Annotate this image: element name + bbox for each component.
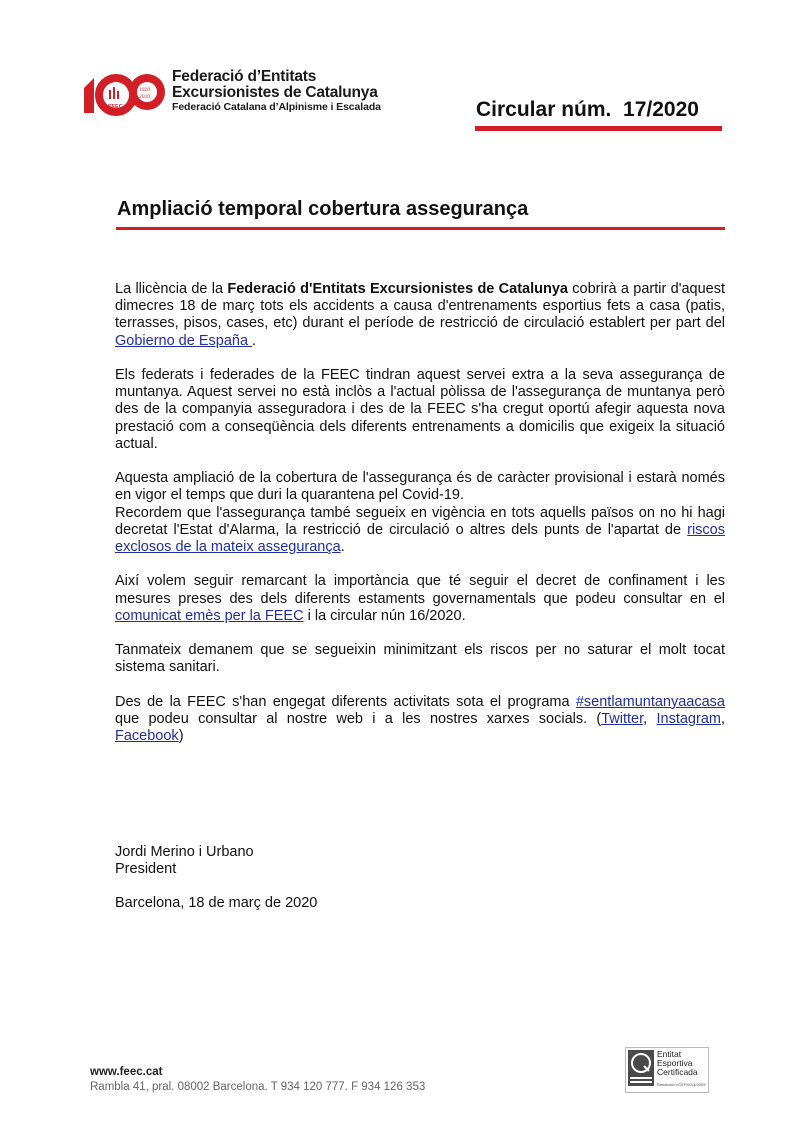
logo-year-top: 1920 <box>139 87 150 93</box>
org-name-line3: Federació Catalana d’Alpinisme i Escalada <box>172 100 381 113</box>
org-name-line2: Excursionistes de Catalunya <box>172 83 378 101</box>
footer-website: www.feec.cat <box>90 1066 163 1078</box>
facebook-link[interactable]: Facebook <box>115 728 179 745</box>
certification-seal-icon <box>628 1050 654 1086</box>
certification-resolution: Resolució VCEP/07/4/2009 <box>657 1082 706 1087</box>
hashtag-link[interactable]: #sentlamuntanyaacasa <box>575 693 725 710</box>
centenary-logo-icon <box>82 66 170 116</box>
signature-block <box>115 844 254 878</box>
signatory-name: Jordi Merino i Urbano <box>115 844 254 860</box>
footer-address: Rambla 41, pral. 08002 Barcelona. T 934 120 777. F 934 126 353 <box>90 1081 426 1093</box>
logo-mark-text: FEEC <box>108 104 123 110</box>
paragraph-3: Aquesta ampliació de la cobertura de l'assegurança és de caràcter provisional i estarà només en vigor el temps que duri la quarantena pel Covid-19. <box>115 470 725 504</box>
twitter-link[interactable]: Twitter <box>601 711 644 727</box>
certification-text: Entitat Esportiva Certificada <box>657 1049 698 1078</box>
footer <box>90 1065 425 1095</box>
org-name-line1: Federació d’Entitats <box>172 68 317 85</box>
place-date: Barcelona, 18 de març de 2020 <box>115 895 318 911</box>
signatory-role: President <box>115 861 177 878</box>
logo-year-bottom: 2020 <box>139 94 150 100</box>
paragraph-4: Recordem que l'assegurança també segueix en vigència en tots aquells països on no hi hagi decretat l'Estat d'Alarma, la restricció de circulació o altres dels punts de l'apartat de riscos exclosos de la mateix assegurança. <box>115 504 725 556</box>
instagram-link[interactable]: Instagram <box>656 711 721 727</box>
riscos-exclosos-link[interactable]: riscos exclosos de la mateix assegurança <box>115 521 725 556</box>
paragraph-1: La llicència de la Federació d'Entitats Excursionistes de Catalunya cobrirà a partir d'aquest dimecres 18 de març tots els accidents a causa d'entrenaments esportius fets a casa (patis, terrasses, pisos, cases, etc) durant el període de restricció de circulació establert per part del Gobierno de España . <box>115 281 725 349</box>
circular-number: Circular núm. 17/2020 <box>476 98 699 121</box>
title-rule <box>116 227 725 230</box>
document-title: Ampliació temporal cobertura assegurança <box>117 198 529 220</box>
document-body <box>115 281 725 763</box>
organization-name <box>172 69 381 112</box>
comunicat-link[interactable]: comunicat emès per la FEEC <box>115 607 304 624</box>
feec-logo <box>82 66 382 116</box>
circular-rule <box>475 126 722 131</box>
paragraph-6: Tanmateix demanem que se segueixin minimitzant els riscos per no saturar el molt tocat sistema sanitari. <box>115 642 725 676</box>
paragraph-5: Així volem seguir remarcant la importància que té seguir el decret de confinament i les mesures preses des dels diferents estaments governamentals que podeu consultar en el comunicat emès per la FEEC i la circular nún 16/2020. <box>115 573 725 624</box>
paragraph-2: Els federats i federades de la FEEC tindran aquest servei extra a la seva assegurança de muntanya. Aquest servei no està inclòs a l'actual pòlissa de l'assegurança de muntanya però des de la companyia asseguradora i des de la FEEC s'ha cregut oportú afegir aquesta nova prestació com a conseqüència dels diferents entrenaments a domicilis que exigeix la situació actual. <box>115 367 725 452</box>
paragraph-7: Des de la FEEC s'han engegat diferents activitats sota el programa #sentlamuntanyaacasa que podeu consultar al nostre web i a les nostres xarxes socials. (Twitter, Instagram, Facebook) <box>115 693 725 745</box>
certification-badge <box>625 1047 709 1093</box>
gobierno-link[interactable]: Gobierno de España <box>115 332 253 349</box>
